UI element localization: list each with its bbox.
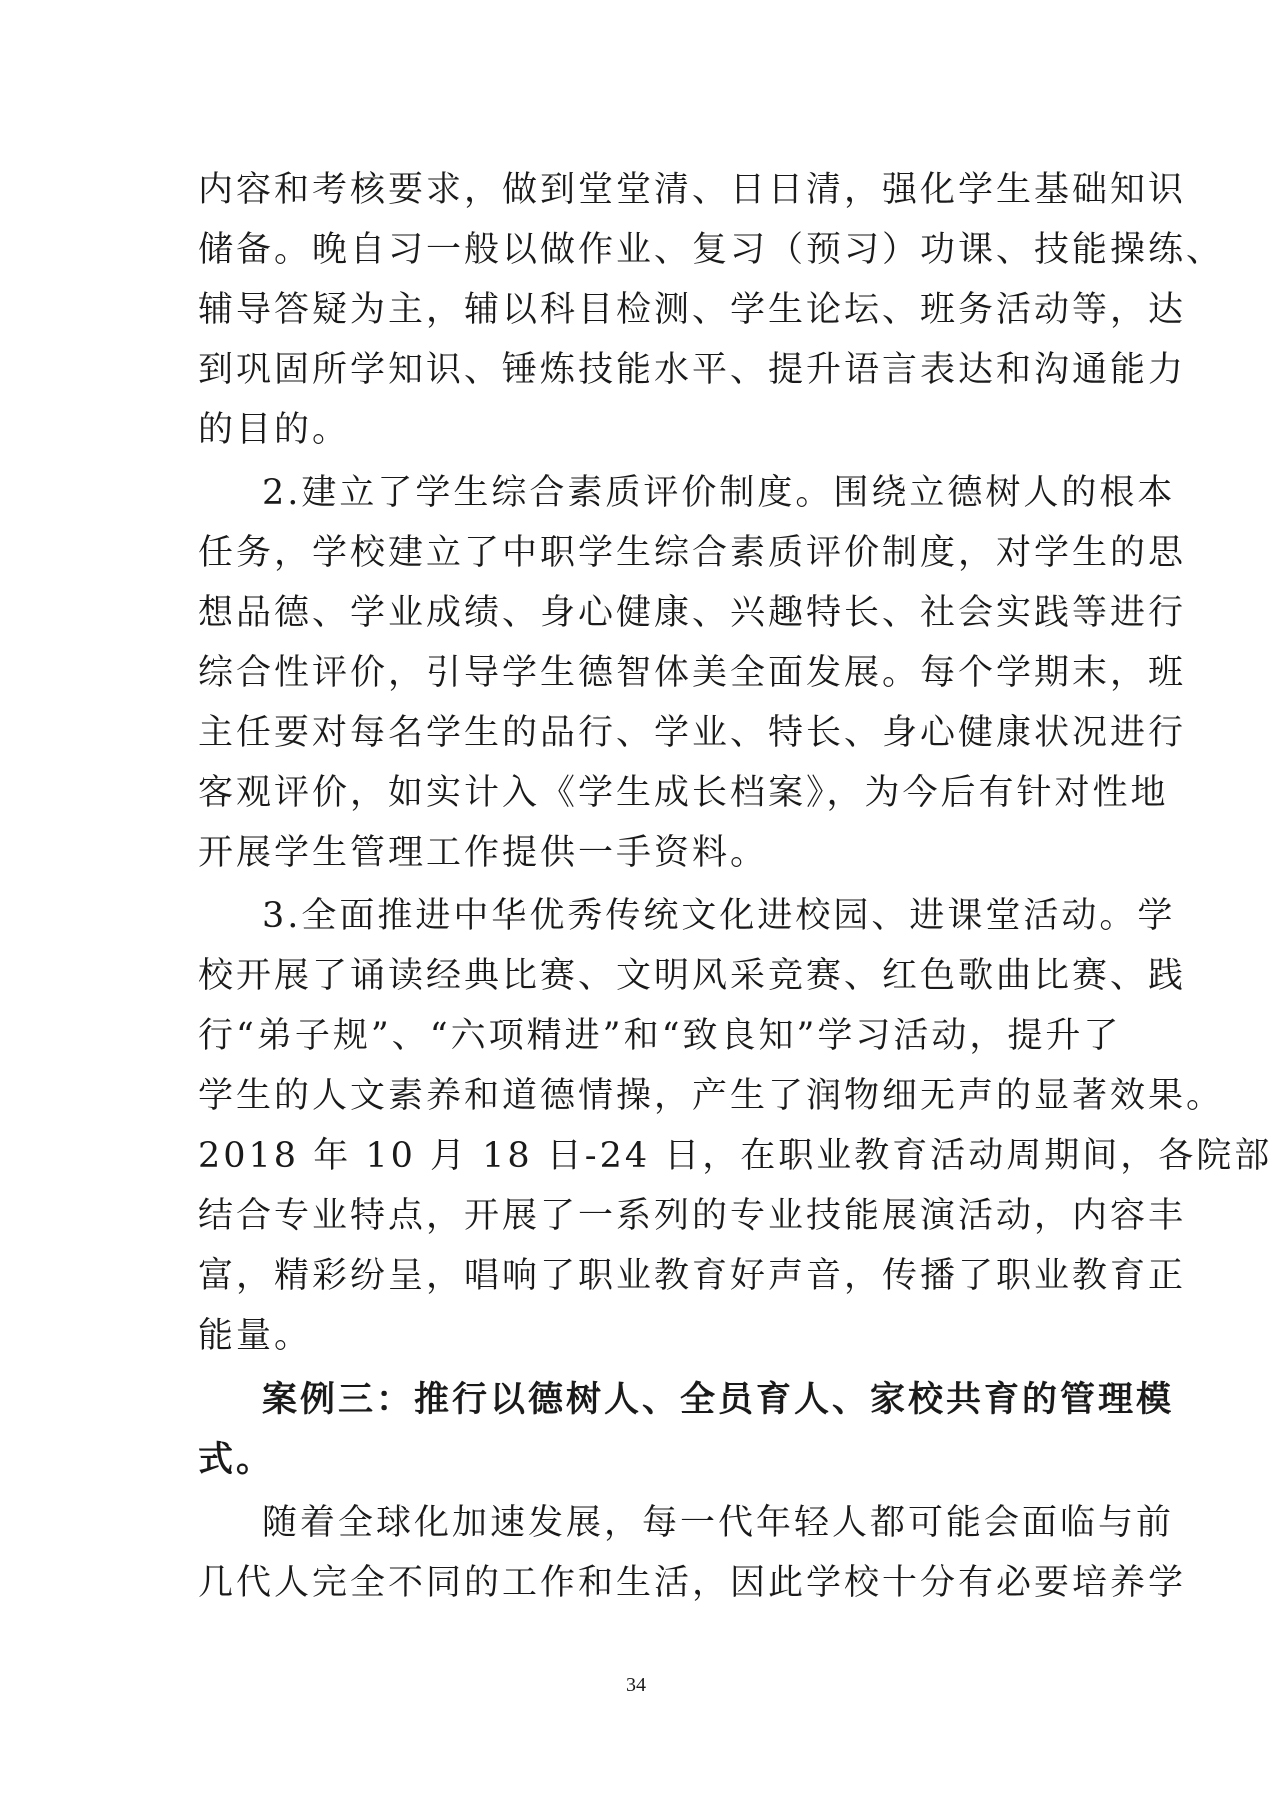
body-text-line: 的目的。 [198,410,351,450]
body-text-line: 想品德、学业成绩、身心健康、兴趣特长、社会实践等进行 [198,593,1187,633]
page-number: 34 [626,1674,646,1696]
body-text-line: 行“弟子规”、“六项精进”和“致良知”学习活动，提升了 [198,1016,1122,1056]
body-text-line: 主任要对每名学生的品行、学业、特长、身心健康状况进行 [198,713,1187,753]
body-text-line: 能量。 [198,1316,313,1356]
body-text-line: 储备。晚自习一般以做作业、复习（预习）功课、技能操练、 [198,230,1225,270]
body-text-line: 辅导答疑为主，辅以科目检测、学生论坛、班务活动等，达 [198,290,1187,330]
body-text-line: 结合专业特点，开展了一系列的专业技能展演活动，内容丰 [198,1196,1187,1236]
body-text-line: 开展学生管理工作提供一手资料。 [198,833,769,873]
body-text-line: 任务，学校建立了中职学生综合素质评价制度，对学生的思 [198,533,1187,573]
paragraph-heading-line: 3.全面推进中华优秀传统文化进校园、进课堂活动。学 [262,896,1176,936]
body-text-line: 到巩固所学知识、锤炼技能水平、提升语言表达和沟通能力 [198,350,1187,390]
body-text-line: 客观评价，如实计入《学生成长档案》，为今后有针对性地 [198,773,1169,813]
paragraph-heading-line: 2.建立了学生综合素质评价制度。围绕立德树人的根本 [262,473,1176,513]
body-text-line: 几代人完全不同的工作和生活，因此学校十分有必要培养学 [198,1563,1187,1603]
body-text-line: 学生的人文素养和道德情操，产生了润物细无声的显著效果。 [198,1076,1225,1116]
body-text-line: 富，精彩纷呈，唱响了职业教育好声音，传播了职业教育正 [198,1256,1187,1296]
body-text-line: 综合性评价，引导学生德智体美全面发展。每个学期末，班 [198,653,1187,693]
body-text-line: 校开展了诵读经典比赛、文明风采竞赛、红色歌曲比赛、践 [198,956,1187,996]
body-text-line: 内容和考核要求，做到堂堂清、日日清，强化学生基础知识 [198,170,1187,210]
case-heading-line: 案例三：推行以德树人、全员育人、家校共育的管理模 [262,1379,1175,1420]
body-text-line: 随着全球化加速发展，每一代年轻人都可能会面临与前 [262,1503,1175,1543]
body-text-line: 2018 年 10 月 18 日-24 日，在职业教育活动周期间，各院部 [198,1136,1272,1176]
case-heading-line: 式。 [198,1439,275,1480]
